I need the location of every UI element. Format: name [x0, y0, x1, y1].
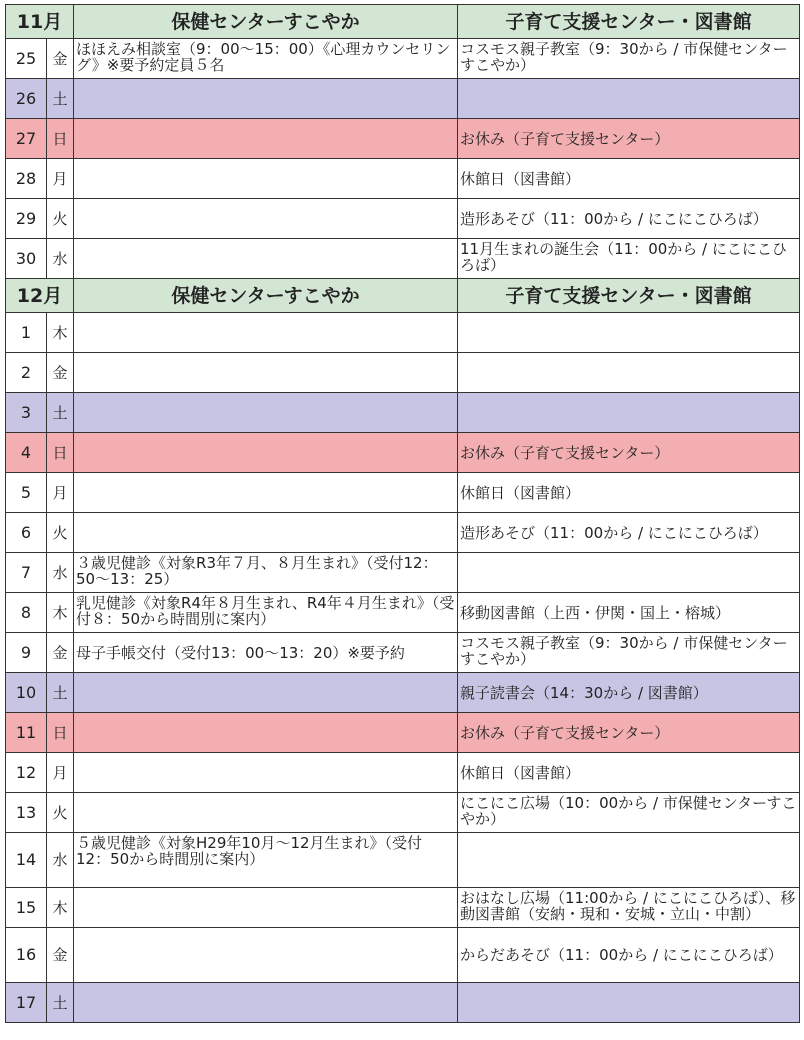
day-number: 7	[6, 553, 47, 593]
support-center-event	[458, 313, 800, 353]
column-header-support-center-library: 子育て支援センター・図書館	[458, 5, 800, 39]
day-row	[6, 753, 800, 793]
weekday-label: 土	[47, 393, 74, 433]
day-number: 29	[6, 199, 47, 239]
support-center-event: 休館日（図書館）	[458, 753, 800, 793]
support-center-event: 休館日（図書館）	[458, 159, 800, 199]
health-center-event	[74, 313, 458, 353]
weekday-label: 土	[47, 79, 74, 119]
weekday-label: 月	[47, 159, 74, 199]
weekday-label: 土	[47, 673, 74, 713]
weekday-label: 火	[47, 199, 74, 239]
weekday-label: 土	[47, 983, 74, 1023]
support-center-event	[458, 393, 800, 433]
day-number: 17	[6, 983, 47, 1023]
weekday-label: 金	[47, 633, 74, 673]
weekday-label: 月	[47, 753, 74, 793]
day-number: 13	[6, 793, 47, 833]
health-center-event	[74, 433, 458, 473]
support-center-event	[458, 353, 800, 393]
weekday-label: 日	[47, 713, 74, 753]
support-center-event: 11月生まれの誕生会（11：00から / にこにこひろば）	[458, 239, 800, 279]
day-number: 2	[6, 353, 47, 393]
day-row	[6, 673, 800, 713]
column-header-support-center-library: 子育て支援センター・図書館	[458, 279, 800, 313]
day-row	[6, 513, 800, 553]
weekday-label: 火	[47, 513, 74, 553]
weekday-label: 火	[47, 793, 74, 833]
day-row	[6, 473, 800, 513]
weekday-label: 金	[47, 928, 74, 983]
day-row	[6, 888, 800, 928]
health-center-event	[74, 928, 458, 983]
day-row	[6, 793, 800, 833]
column-header-health-center: 保健センターすこやか	[74, 279, 458, 313]
day-number: 12	[6, 753, 47, 793]
health-center-event	[74, 393, 458, 433]
health-center-event	[74, 753, 458, 793]
event-calendar-table	[5, 4, 800, 1023]
health-center-event	[74, 473, 458, 513]
day-row	[6, 713, 800, 753]
section-header-row	[6, 5, 800, 39]
day-row	[6, 79, 800, 119]
day-number: 8	[6, 593, 47, 633]
weekday-label: 金	[47, 39, 74, 79]
day-number: 10	[6, 673, 47, 713]
day-number: 4	[6, 433, 47, 473]
weekday-label: 水	[47, 833, 74, 888]
health-center-event	[74, 713, 458, 753]
health-center-event: ３歳児健診《対象R3年７月、８月生まれ》（受付12：50～13：25）	[74, 553, 458, 593]
day-row	[6, 313, 800, 353]
month-label: 11月	[6, 5, 74, 39]
health-center-event: ５歳児健診《対象H29年10月～12月生まれ》（受付12：50から時間別に案内）	[74, 833, 458, 888]
support-center-event: お休み（子育て支援センター）	[458, 119, 800, 159]
day-row	[6, 393, 800, 433]
day-row	[6, 553, 800, 593]
day-row	[6, 593, 800, 633]
weekday-label: 水	[47, 239, 74, 279]
day-number: 5	[6, 473, 47, 513]
weekday-label: 木	[47, 313, 74, 353]
day-number: 26	[6, 79, 47, 119]
support-center-event: 造形あそび（11：00から / にこにこひろば）	[458, 199, 800, 239]
day-row	[6, 159, 800, 199]
day-row	[6, 119, 800, 159]
day-row	[6, 633, 800, 673]
month-label: 12月	[6, 279, 74, 313]
support-center-event: おはなし広場（11:00から / にこにこひろば）、移動図書館（安納・現和・安城・立山・中割）	[458, 888, 800, 928]
health-center-event	[74, 793, 458, 833]
health-center-event	[74, 79, 458, 119]
day-row	[6, 928, 800, 983]
support-center-event: 造形あそび（11：00から / にこにこひろば）	[458, 513, 800, 553]
support-center-event: コスモス親子教室（9：30から / 市保健センターすこやか）	[458, 39, 800, 79]
day-number: 25	[6, 39, 47, 79]
day-number: 3	[6, 393, 47, 433]
day-row	[6, 433, 800, 473]
day-row	[6, 983, 800, 1023]
weekday-label: 日	[47, 119, 74, 159]
support-center-event	[458, 79, 800, 119]
weekday-label: 水	[47, 553, 74, 593]
weekday-label: 日	[47, 433, 74, 473]
health-center-event	[74, 239, 458, 279]
health-center-event	[74, 673, 458, 713]
day-number: 30	[6, 239, 47, 279]
health-center-event: ほほえみ相談室（9：00～15：00）《心理カウンセリング》※要予約定員５名	[74, 39, 458, 79]
support-center-event	[458, 983, 800, 1023]
health-center-event: 母子手帳交付（受付13：00～13：20）※要予約	[74, 633, 458, 673]
support-center-event	[458, 833, 800, 888]
section-header-row	[6, 279, 800, 313]
day-number: 14	[6, 833, 47, 888]
support-center-event: からだあそび（11：00から / にこにこひろば）	[458, 928, 800, 983]
weekday-label: 月	[47, 473, 74, 513]
health-center-event	[74, 513, 458, 553]
support-center-event: お休み（子育て支援センター）	[458, 433, 800, 473]
day-number: 1	[6, 313, 47, 353]
day-row	[6, 353, 800, 393]
health-center-event	[74, 353, 458, 393]
support-center-event: コスモス親子教室（9：30から / 市保健センターすこやか）	[458, 633, 800, 673]
day-number: 28	[6, 159, 47, 199]
weekday-label: 木	[47, 593, 74, 633]
day-row	[6, 239, 800, 279]
day-row	[6, 39, 800, 79]
health-center-event	[74, 159, 458, 199]
health-center-event	[74, 888, 458, 928]
support-center-event: 移動図書館（上西・伊関・国上・榕城）	[458, 593, 800, 633]
weekday-label: 木	[47, 888, 74, 928]
support-center-event: 休館日（図書館）	[458, 473, 800, 513]
support-center-event	[458, 553, 800, 593]
support-center-event: お休み（子育て支援センター）	[458, 713, 800, 753]
health-center-event	[74, 199, 458, 239]
weekday-label: 金	[47, 353, 74, 393]
day-number: 11	[6, 713, 47, 753]
support-center-event: 親子読書会（14：30から / 図書館）	[458, 673, 800, 713]
column-header-health-center: 保健センターすこやか	[74, 5, 458, 39]
day-number: 27	[6, 119, 47, 159]
day-number: 6	[6, 513, 47, 553]
health-center-event	[74, 983, 458, 1023]
support-center-event: にこにこ広場（10：00から / 市保健センターすこやか）	[458, 793, 800, 833]
day-row	[6, 199, 800, 239]
day-number: 15	[6, 888, 47, 928]
day-number: 9	[6, 633, 47, 673]
health-center-event	[74, 119, 458, 159]
day-row	[6, 833, 800, 888]
day-number: 16	[6, 928, 47, 983]
health-center-event: 乳児健診《対象R4年８月生まれ、R4年４月生まれ》（受付８：50から時間別に案内）	[74, 593, 458, 633]
